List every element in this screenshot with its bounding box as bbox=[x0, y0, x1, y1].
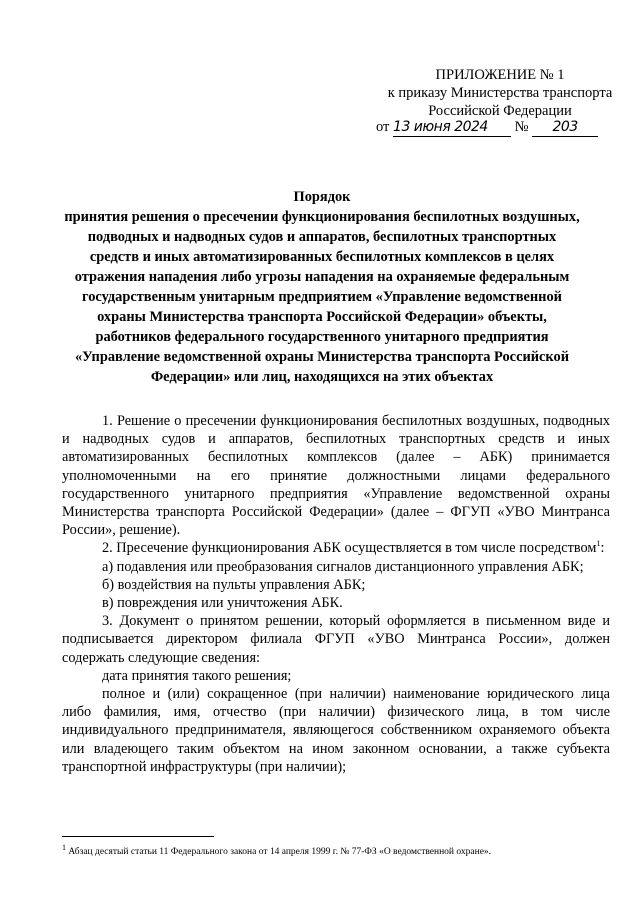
order-date-row bbox=[376, 118, 616, 137]
date-prefix: от bbox=[376, 119, 390, 135]
number-prefix: № bbox=[514, 119, 529, 135]
footnote-separator bbox=[62, 836, 214, 837]
order-reference: к приказу Министерства транспорта bbox=[387, 85, 613, 101]
document-heading: Порядок bbox=[293, 189, 351, 205]
item-b: б) воздействия на пульты управления АБК; bbox=[102, 576, 366, 593]
title-line-1: принятия решения о пресечении функционирования беспилотных воздушных, bbox=[64, 209, 580, 225]
title-line-8: «Управление ведомственной охраны Министерства транспорта Российской bbox=[74, 349, 570, 365]
title-line-9: Федерации» или лиц, находящихся на этих объектах bbox=[150, 369, 494, 385]
paragraph-1: 1. Решение о пресечении функционирования беспилотных воздушных, подводных и надводных судов и аппаратов, беспилотных транспортных средств и иных автоматизированных беспилотных комплексов (далее – АБК) принимается уполномоченными на его принятие должностными лицами федерального государственного унитарного предприятия «Управление ведомственной охраны Министерства транспорта Российской Федерации» (далее – ФГУП «УВО Минтранса России», решение). bbox=[62, 413, 610, 539]
handwritten-number: 203 bbox=[532, 118, 598, 137]
paragraph-2-colon: : bbox=[600, 540, 605, 557]
footnote-marker: 1 bbox=[62, 842, 66, 852]
appendix-label: ПРИЛОЖЕНИЕ № 1 bbox=[435, 67, 565, 83]
paragraph-3-date-item: дата принятия такого решения; bbox=[102, 667, 292, 684]
footnote-text: Абзац десятый статьи 11 Федерального закона от 14 апреля 1999 г. № 77-ФЗ «О ведомственной охране». bbox=[68, 847, 492, 857]
title-line-5: государственным унитарным предприятием «Управление ведомственной bbox=[82, 289, 562, 305]
item-c: в) повреждения или уничтожения АБК. bbox=[102, 595, 343, 612]
footnote-ref: 1 bbox=[596, 539, 601, 549]
title-line-3: средств и иных автоматизированных беспилотных комплексов в целях bbox=[89, 249, 555, 265]
title-line-7: работников федерального государственного унитарного предприятия bbox=[95, 329, 549, 345]
paragraph-3: 3. Документ о принятом решении, который оформляется в письменном виде и подписывается директором филиала ФГУП «УВО Минтранса России», должен содержать следующие сведения: bbox=[62, 613, 610, 666]
paragraph-2-text: 2. Пресечение функционирования АБК осуществляется в том числе посредством bbox=[102, 540, 597, 557]
federation-label: Российской Федерации bbox=[428, 103, 572, 119]
footnote bbox=[62, 842, 612, 858]
item-a: а) подавления или преобразования сигналов дистанционного управления АБК; bbox=[102, 558, 584, 575]
title-line-4: отражения нападения либо угрозы нападения на охраняемые федеральным bbox=[74, 269, 570, 285]
paragraph-3-owner-item: полное и (или) сокращенное (при наличии) наименование юридического лица либо фамилия, имя, отчество (при наличии) физического лица, в том числе индивидуального предпринимателя, являющегося собственником охраняемого объекта или владеющего таким объектом на ином законном основании, а также субъекта транспортной инфраструктуры (при наличии); bbox=[62, 686, 610, 775]
title-line-2: подводных и надводных судов и аппаратов, беспилотных транспортных bbox=[87, 229, 557, 245]
paragraph-2 bbox=[62, 539, 610, 557]
handwritten-date: 13 июня 2024 bbox=[393, 118, 511, 137]
title-line-6: охраны Министерства транспорта Российской Федерации» объекты, bbox=[97, 309, 547, 325]
document-body bbox=[62, 412, 610, 776]
